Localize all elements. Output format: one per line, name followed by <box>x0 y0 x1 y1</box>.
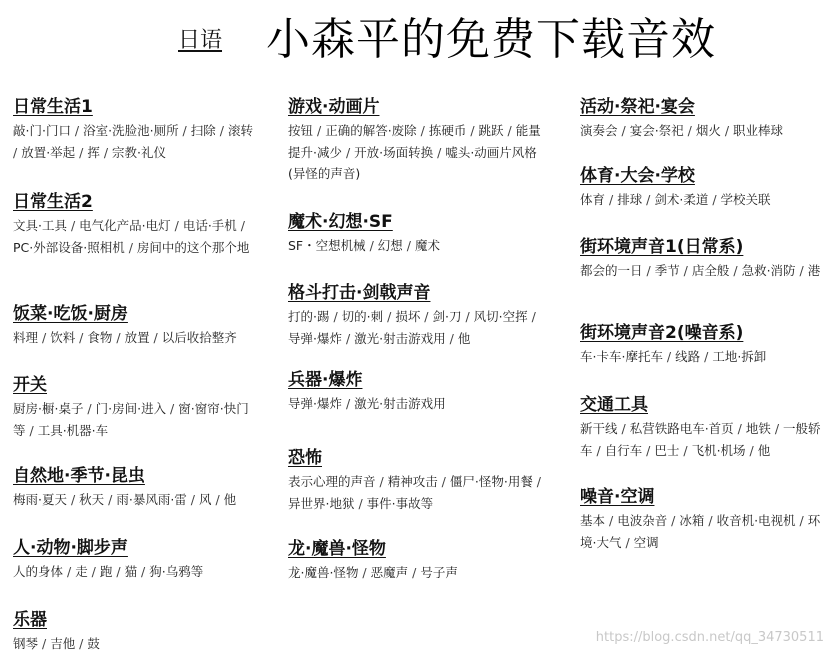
category-section <box>288 96 548 185</box>
link-separator: / <box>733 421 746 436</box>
subcategory-link[interactable]: 梅雨·夏天 <box>13 492 67 507</box>
subcategory-link[interactable]: 人的身体 <box>13 564 64 579</box>
link-separator: / <box>605 513 618 528</box>
category-title-link[interactable]: 日常生活2 <box>13 192 93 212</box>
subcategory-link[interactable]: 巴士 <box>654 442 680 458</box>
link-separator: / <box>667 513 680 528</box>
subcategory-link[interactable]: 私营铁路电车·首页 <box>629 421 734 436</box>
subcategory-link[interactable]: 导弹·爆炸 <box>288 396 342 411</box>
subcategory-link[interactable]: 他 <box>457 330 471 346</box>
subcategory-links <box>288 471 548 514</box>
link-separator: / <box>605 192 618 207</box>
link-separator: / <box>75 330 88 345</box>
link-separator: / <box>375 474 388 489</box>
subcategory-links <box>13 120 261 163</box>
subcategory-link[interactable]: 走 <box>75 564 88 579</box>
subcategory-links <box>580 510 825 553</box>
subcategory-links <box>13 489 261 511</box>
watermark-url: https://blog.csdn.net/qq_34730511 <box>595 630 824 645</box>
link-separator: / <box>662 349 676 364</box>
link-separator: / <box>215 123 228 138</box>
subcategory-link[interactable]: 电气化产品·电灯 <box>79 218 171 233</box>
subcategory-link[interactable]: 幻想 <box>377 238 403 253</box>
category-section <box>580 165 825 211</box>
subcategory-link[interactable]: 体育 <box>580 192 606 207</box>
subcategory-link[interactable]: 食物 <box>87 330 113 345</box>
category-section <box>13 537 261 583</box>
category-section <box>13 374 261 441</box>
subcategory-link[interactable]: 剑·刀 <box>432 309 462 324</box>
subcategory-link[interactable]: 季节 <box>654 263 680 278</box>
subcategory-link[interactable]: 挥 <box>87 144 100 160</box>
link-separator: / <box>503 123 516 138</box>
subcategory-link[interactable]: 鼓 <box>87 636 100 651</box>
subcategory-link[interactable]: 猫 <box>124 564 138 579</box>
subcategory-links <box>13 327 261 349</box>
subcategory-link[interactable]: 排球 <box>617 192 643 207</box>
subcategory-link[interactable]: 激光·射击游戏用 <box>354 330 446 346</box>
subcategory-links <box>13 561 261 583</box>
category-section <box>288 447 548 514</box>
category-section <box>288 369 548 415</box>
link-separator: / <box>420 309 433 324</box>
subcategory-link[interactable]: 环境·大气 <box>580 513 821 550</box>
category-title-link[interactable]: 噪音·空调 <box>580 487 655 507</box>
subcategory-link[interactable]: PC·外部设备·照相机 <box>13 239 125 255</box>
subcategory-link[interactable]: 以后收拾整齐 <box>161 330 237 345</box>
link-separator: / <box>75 144 88 160</box>
link-separator: / <box>236 218 245 233</box>
link-separator: / <box>63 564 76 579</box>
language-link-japanese[interactable]: 日语 <box>178 28 223 53</box>
link-separator: / <box>621 534 634 550</box>
link-separator: / <box>112 330 125 345</box>
subcategory-link[interactable]: 飞机·机场 <box>691 442 746 458</box>
subcategory-link[interactable]: 切的·刺 <box>341 309 384 324</box>
subcategory-link[interactable]: 拣硬币 <box>428 123 467 138</box>
subcategory-link[interactable]: 表示心理的声音 <box>288 474 376 489</box>
subcategory-links <box>288 393 548 415</box>
subcategory-link[interactable]: 扫除 <box>190 123 216 138</box>
link-separator: / <box>104 492 117 507</box>
subcategory-link[interactable]: 宴会·祭祀 <box>629 123 684 138</box>
link-separator: / <box>795 263 808 278</box>
subcategory-link[interactable]: 激光·射击游戏用 <box>354 396 446 411</box>
subcategory-link[interactable]: 跳跃 <box>478 123 504 138</box>
subcategory-link[interactable]: 恶魔声 <box>370 565 409 580</box>
category-section <box>580 236 825 282</box>
link-separator: / <box>617 421 630 436</box>
link-separator: / <box>527 309 536 324</box>
link-separator: / <box>408 565 421 580</box>
link-separator: / <box>124 239 137 255</box>
link-separator: / <box>149 330 162 345</box>
subcategory-link[interactable]: 嘘头·动画片风格(异怪的声音) <box>288 144 537 181</box>
link-separator: / <box>83 401 96 416</box>
subcategory-link[interactable]: 僵尸·怪物·用餐 <box>449 474 533 489</box>
subcategory-links <box>580 418 825 461</box>
link-separator: / <box>341 144 355 160</box>
category-title-link[interactable]: 交通工具 <box>580 395 648 415</box>
subcategory-link[interactable]: 料理 <box>13 330 39 345</box>
subcategory-link[interactable]: 线路 <box>675 349 701 364</box>
link-separator: / <box>137 564 150 579</box>
category-title-link[interactable]: 人·动物·脚步声 <box>13 538 128 558</box>
link-separator: / <box>186 492 199 507</box>
subcategory-link[interactable]: 宗教·礼仪 <box>112 144 167 160</box>
link-separator: / <box>25 422 38 438</box>
subcategory-link[interactable]: 演奏会 <box>580 123 618 138</box>
link-separator: / <box>617 123 630 138</box>
link-separator: / <box>416 123 429 138</box>
category-title-link[interactable]: 自然地·季节·昆虫 <box>13 466 145 486</box>
link-separator: / <box>383 309 396 324</box>
category-title-link[interactable]: 体育·大会·学校 <box>580 166 695 186</box>
category-section <box>13 465 261 511</box>
link-separator: / <box>532 474 542 489</box>
link-separator: / <box>679 263 692 278</box>
subcategory-link[interactable]: 钢琴 <box>13 636 39 651</box>
link-separator: / <box>729 263 742 278</box>
link-separator: / <box>329 309 342 324</box>
category-title-link[interactable]: 兵器·爆炸 <box>288 370 363 390</box>
subcategory-links <box>580 189 825 211</box>
category-section <box>580 96 825 142</box>
subcategory-link[interactable]: 烟火 <box>695 123 721 138</box>
subcategory-link[interactable]: 打的·踢 <box>288 309 330 324</box>
subcategory-link[interactable]: 敲·门·门口 <box>13 123 71 138</box>
subcategory-link[interactable]: 电波杂音 <box>617 513 668 528</box>
subcategory-links <box>13 398 261 441</box>
category-title-link[interactable]: 龙·魔兽·怪物 <box>288 539 386 559</box>
link-separator: / <box>112 564 125 579</box>
subcategory-link[interactable]: 放置 <box>124 330 150 345</box>
link-separator: / <box>466 123 479 138</box>
category-title-link[interactable]: 活动·祭祀·宴会 <box>580 97 695 117</box>
subcategory-link[interactable]: 房间中的这个那个地 <box>136 239 250 255</box>
link-separator: / <box>358 565 371 580</box>
link-separator: / <box>720 123 734 138</box>
subcategory-link[interactable]: 异世界·地狱 <box>288 495 355 511</box>
subcategory-link[interactable]: 放置·举起 <box>21 144 76 160</box>
category-title-link[interactable]: 街环境声音1(日常系) <box>580 237 744 257</box>
category-section <box>580 322 825 368</box>
link-separator: / <box>592 442 605 458</box>
link-separator: / <box>402 238 415 253</box>
category-title-link[interactable]: 游戏·动画片 <box>288 97 380 117</box>
subcategory-link[interactable]: 电话·手机 <box>182 218 237 233</box>
category-title-link[interactable]: 乐器 <box>13 610 47 630</box>
subcategory-link[interactable]: 他 <box>757 442 771 458</box>
subcategory-link[interactable]: 风 <box>198 492 212 507</box>
subcategory-link[interactable]: 龙·魔兽·怪物 <box>288 565 359 580</box>
category-section <box>13 96 261 163</box>
subcategory-links <box>580 120 825 142</box>
subcategory-link[interactable]: 收音机·电视机 <box>716 513 796 528</box>
subcategory-link[interactable]: 秋天 <box>79 492 105 507</box>
subcategory-link[interactable]: 工具·机器·车 <box>37 422 109 438</box>
subcategory-link[interactable]: 港 <box>807 263 821 278</box>
link-separator: / <box>13 144 22 160</box>
category-section <box>13 609 261 655</box>
subcategory-link[interactable]: 都会的一日 <box>580 263 643 278</box>
link-separator: / <box>66 218 80 233</box>
subcategory-link[interactable]: 工地·拆卸 <box>712 349 767 364</box>
link-separator: / <box>341 396 355 411</box>
link-separator: / <box>211 492 224 507</box>
subcategory-link[interactable]: 狗·乌鸦等 <box>149 564 204 579</box>
category-title-link[interactable]: 饭菜·吃饭·厨房 <box>13 304 128 324</box>
link-separator: / <box>341 330 355 346</box>
subcategory-links <box>288 306 548 349</box>
subcategory-link[interactable]: 文具·工具 <box>13 218 67 233</box>
link-separator: / <box>433 144 446 160</box>
category-section <box>580 486 825 553</box>
subcategory-link[interactable]: 事件·事故等 <box>366 495 434 511</box>
subcategory-link[interactable]: 学校关联 <box>720 192 771 207</box>
subcategory-link[interactable]: 雨·暴风雨·雷 <box>116 492 187 507</box>
subcategory-link[interactable]: 店全般 <box>691 263 730 278</box>
link-separator: / <box>642 442 655 458</box>
link-separator: / <box>437 474 450 489</box>
subcategory-link[interactable]: 一般轿车 <box>580 421 821 458</box>
category-title-link[interactable]: 日常生活1 <box>13 97 93 117</box>
subcategory-links <box>13 633 261 655</box>
subcategory-link[interactable]: 车·卡车·摩托车 <box>580 349 663 364</box>
link-separator: / <box>38 636 51 651</box>
link-separator: / <box>642 263 655 278</box>
subcategory-link[interactable]: 剑术·柔道 <box>654 192 709 207</box>
category-title-link[interactable]: 魔术·幻想·SF <box>288 212 393 232</box>
link-separator: / <box>365 238 378 253</box>
link-separator: / <box>99 144 113 160</box>
subcategory-link[interactable]: 风切·空挥 <box>473 309 528 324</box>
subcategory-link[interactable]: 跑 <box>99 564 113 579</box>
subcategory-links <box>288 120 548 185</box>
link-separator: / <box>708 192 721 207</box>
category-section <box>288 282 548 349</box>
subcategory-link[interactable]: 地铁 <box>745 421 771 436</box>
subcategory-link[interactable]: 冰箱 <box>679 513 705 528</box>
link-separator: / <box>313 123 326 138</box>
link-separator: / <box>178 123 191 138</box>
subcategory-link[interactable]: 职业棒球 <box>733 123 784 138</box>
category-section <box>288 538 548 584</box>
subcategory-link[interactable]: 导弹·爆炸 <box>288 330 342 346</box>
link-separator: / <box>354 495 367 511</box>
category-section <box>288 211 548 257</box>
subcategory-link[interactable]: 厨房·橱·桌子 <box>13 401 84 416</box>
link-separator: / <box>38 330 51 345</box>
subcategory-link[interactable]: 急救·消防 <box>741 263 796 278</box>
link-separator: / <box>683 123 696 138</box>
subcategory-link[interactable]: 开放·场面转换 <box>354 144 434 160</box>
subcategory-link[interactable]: 号子声 <box>420 565 458 580</box>
link-separator: / <box>704 513 717 528</box>
subcategory-link[interactable]: 新干线 <box>580 421 618 436</box>
subcategory-link[interactable]: 滚转 <box>227 123 253 138</box>
subcategory-link[interactable]: 自行车 <box>604 442 643 458</box>
link-separator: / <box>166 401 179 416</box>
subcategory-links <box>288 562 548 584</box>
category-title-link[interactable]: 恐怖 <box>288 448 322 468</box>
subcategory-links <box>13 215 261 258</box>
link-separator: / <box>679 442 692 458</box>
link-separator: / <box>445 330 458 346</box>
category-title-link[interactable]: 开关 <box>13 375 47 395</box>
subcategory-link[interactable]: SF・空想机械 <box>288 238 366 253</box>
link-separator: / <box>745 442 758 458</box>
subcategory-link[interactable]: 窗·窗帘·快门等 <box>13 401 249 438</box>
link-separator: / <box>700 349 713 364</box>
category-section <box>580 394 825 461</box>
site-title: 小森平的免费下载音效 <box>266 14 716 65</box>
category-section <box>13 191 261 258</box>
subcategory-link[interactable]: 空调 <box>633 534 659 550</box>
link-separator: / <box>642 192 655 207</box>
subcategory-links <box>580 260 825 282</box>
subcategory-link[interactable]: 基本 <box>580 513 606 528</box>
link-separator: / <box>770 421 784 436</box>
subcategory-link[interactable]: 门·房间·进入 <box>95 401 167 416</box>
subcategory-link[interactable]: 魔术 <box>414 238 440 253</box>
link-separator: / <box>87 564 100 579</box>
link-separator: / <box>66 492 80 507</box>
category-title-link[interactable]: 格斗打击·剑戟声音 <box>288 283 431 303</box>
category-section <box>13 303 261 349</box>
subcategory-link[interactable]: 吉他 <box>50 636 76 651</box>
link-separator: / <box>795 513 808 528</box>
link-separator: / <box>170 218 183 233</box>
subcategory-link[interactable]: 浴室·洗脸池·厕所 <box>83 123 179 138</box>
link-separator: / <box>70 123 84 138</box>
subcategory-link[interactable]: 精神攻击 <box>387 474 438 489</box>
subcategory-link[interactable]: 他 <box>223 492 237 507</box>
subcategory-link[interactable]: 正确的解答·废除 <box>325 123 417 138</box>
link-separator: / <box>461 309 474 324</box>
subcategory-link[interactable]: 损坏 <box>395 309 421 324</box>
subcategory-link[interactable]: 按钮 <box>288 123 314 138</box>
subcategory-links <box>580 346 825 368</box>
category-title-link[interactable]: 街环境声音2(噪音系) <box>580 323 744 343</box>
subcategory-link[interactable]: 饮料 <box>50 330 76 345</box>
link-separator: / <box>75 636 88 651</box>
subcategory-links <box>288 235 548 257</box>
subcategory-link[interactable]: 能量提升·减少 <box>288 123 541 160</box>
